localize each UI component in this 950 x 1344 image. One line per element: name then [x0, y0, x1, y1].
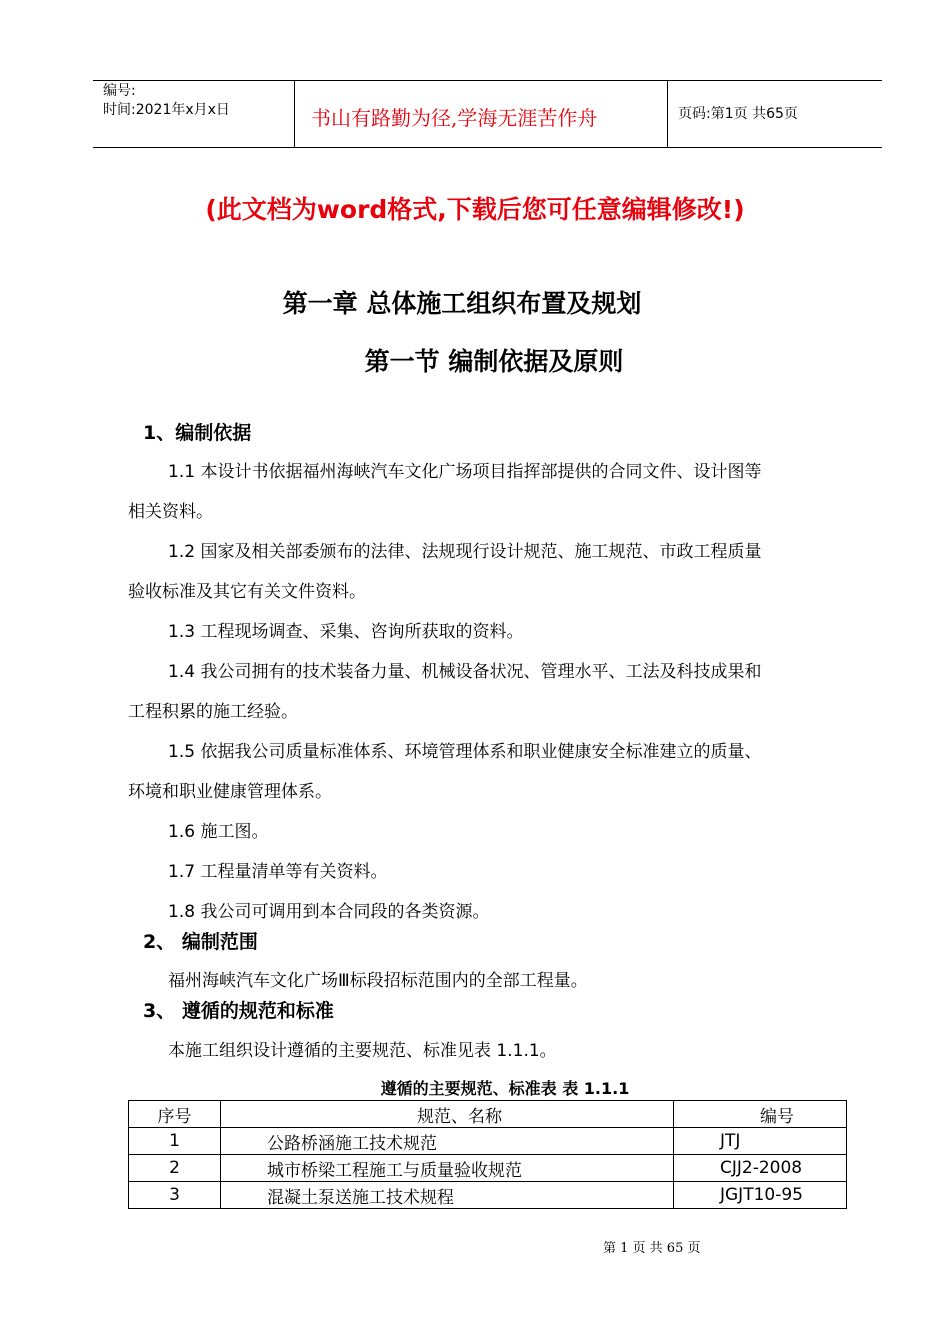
section-heading-basis: 1、编制依据: [143, 422, 252, 444]
table-cell-code: JTJ: [674, 1128, 847, 1155]
paragraph-1-6: 1.6 施工图。: [168, 822, 269, 842]
table-header-row: [129, 1101, 847, 1128]
paragraph-1-7: 1.7 工程量清单等有关资料。: [168, 862, 388, 882]
table-cell-name: 城市桥梁工程施工与质量验收规范: [221, 1155, 674, 1182]
paragraph-1-2-line2: 验收标准及其它有关文件资料。: [128, 582, 366, 602]
table-cell-name: 公路桥涵施工技术规范: [221, 1128, 674, 1155]
chapter-title: 第一章 总体施工组织布置及规划: [282, 289, 642, 318]
table-header-code: 编号: [674, 1101, 847, 1128]
paragraph-1-3: 1.3 工程现场调查、采集、咨询所获取的资料。: [168, 622, 524, 642]
table-cell-index: 1: [129, 1128, 221, 1155]
paragraph-1-1-line2: 相关资料。: [128, 502, 213, 522]
paragraph-1-5-line2: 环境和职业健康管理体系。: [128, 782, 332, 802]
page-footer: 第 1 页 共 65 页: [603, 1241, 701, 1256]
table-row: [129, 1155, 847, 1182]
header-date: 时间:2021年x月x日: [103, 102, 230, 118]
table-cell-index: 3: [129, 1182, 221, 1209]
table-row: [129, 1182, 847, 1209]
paragraph-1-5-line1: 1.5 依据我公司质量标准体系、环境管理体系和职业健康安全标准建立的质量、: [168, 742, 762, 762]
paragraph-1-2-line1: 1.2 国家及相关部委颁布的法律、法规现行设计规范、施工规范、市政工程质量: [168, 542, 762, 562]
table-cell-code: JGJT10-95: [674, 1182, 847, 1209]
header-top-rule: [93, 80, 882, 81]
standards-table: [128, 1100, 847, 1209]
paragraph-1-1-line1: 1.1 本设计书依据福州海峡汽车文化广场项目指挥部提供的合同文件、设计图等: [168, 462, 762, 482]
header-motto: 书山有路勤为径,学海无涯苦作舟: [311, 106, 598, 130]
section-title: 第一节 编制依据及原则: [364, 347, 624, 376]
table-caption: 遵循的主要规范、标准表 表 1.1.1: [380, 1079, 630, 1098]
table-cell-code: CJJ2-2008: [674, 1155, 847, 1182]
header-number-label: 编号:: [103, 83, 136, 99]
paragraph-1-8: 1.8 我公司可调用到本合同段的各类资源。: [168, 902, 490, 922]
section-heading-standards: 3、 遵循的规范和标准: [143, 1000, 334, 1022]
table-row: [129, 1128, 847, 1155]
paragraph-1-4-line2: 工程积累的施工经验。: [128, 702, 298, 722]
paragraph-1-4-line1: 1.4 我公司拥有的技术装备力量、机械设备状况、管理水平、工法及科技成果和: [168, 662, 762, 682]
header-page-info: 页码:第1页 共65页: [678, 106, 798, 122]
header-divider-left: [294, 80, 295, 147]
table-header-name: 规范、名称: [221, 1101, 674, 1128]
header-divider-right: [667, 80, 668, 147]
table-header-index: 序号: [129, 1101, 221, 1128]
editable-notice: (此文档为word格式,下载后您可任意编辑修改!): [205, 195, 745, 224]
scope-text: 福州海峡汽车文化广场Ⅲ标段招标范围内的全部工程量。: [168, 971, 588, 991]
table-cell-index: 2: [129, 1155, 221, 1182]
section-heading-scope: 2、 编制范围: [143, 931, 258, 953]
table-cell-name: 混凝土泵送施工技术规程: [221, 1182, 674, 1209]
standards-text: 本施工组织设计遵循的主要规范、标准见表 1.1.1。: [168, 1041, 557, 1061]
header-bottom-rule: [93, 147, 882, 148]
